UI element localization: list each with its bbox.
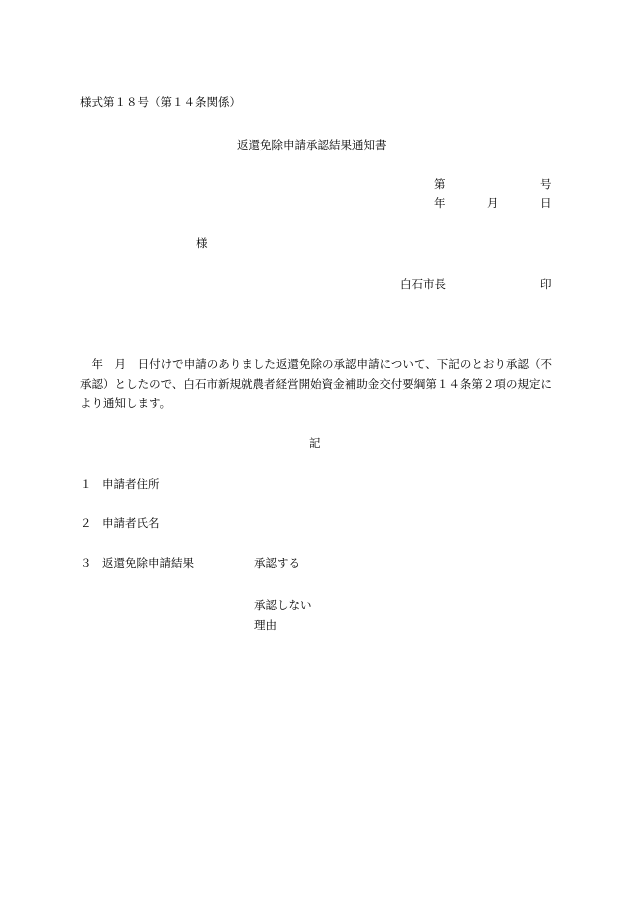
date-month-label: 月 (487, 196, 499, 210)
item-label-applicant-address: 申請者住所 (102, 477, 160, 491)
date-day-label: 日 (540, 196, 552, 210)
item-number: ２ (80, 516, 92, 530)
document-title: 返還免除申請承認結果通知書 (237, 138, 387, 152)
item-label-applicant-name: 申請者氏名 (102, 516, 160, 530)
result-option-reject: 承認しない (254, 598, 312, 612)
recipient-honorific: 様 (196, 236, 208, 250)
issuer-name: 白石市長 (400, 277, 446, 291)
ki-heading: 記 (309, 436, 321, 450)
item-label-exemption-result: 返還免除申請結果 (102, 556, 194, 570)
result-reason-label: 理由 (254, 618, 277, 632)
document-number-prefix: 第 (434, 177, 446, 191)
document-number-suffix: 号 (540, 177, 552, 191)
item-number: ３ (80, 556, 92, 570)
form-number: 様式第１８号（第１４条関係） (80, 95, 241, 109)
item-number: １ (80, 477, 92, 491)
result-option-approve: 承認する (254, 556, 300, 570)
seal-mark: 印 (540, 277, 552, 291)
notification-body: 年 月 日付けで申請のありました返還免除の承認申請について、下記のとおり承認（不承認）としたので、白石市新規就農者経営開始資金補助金交付要綱第１４条第２項の規定により通知します。 (80, 357, 552, 410)
date-year-label: 年 (434, 196, 446, 210)
